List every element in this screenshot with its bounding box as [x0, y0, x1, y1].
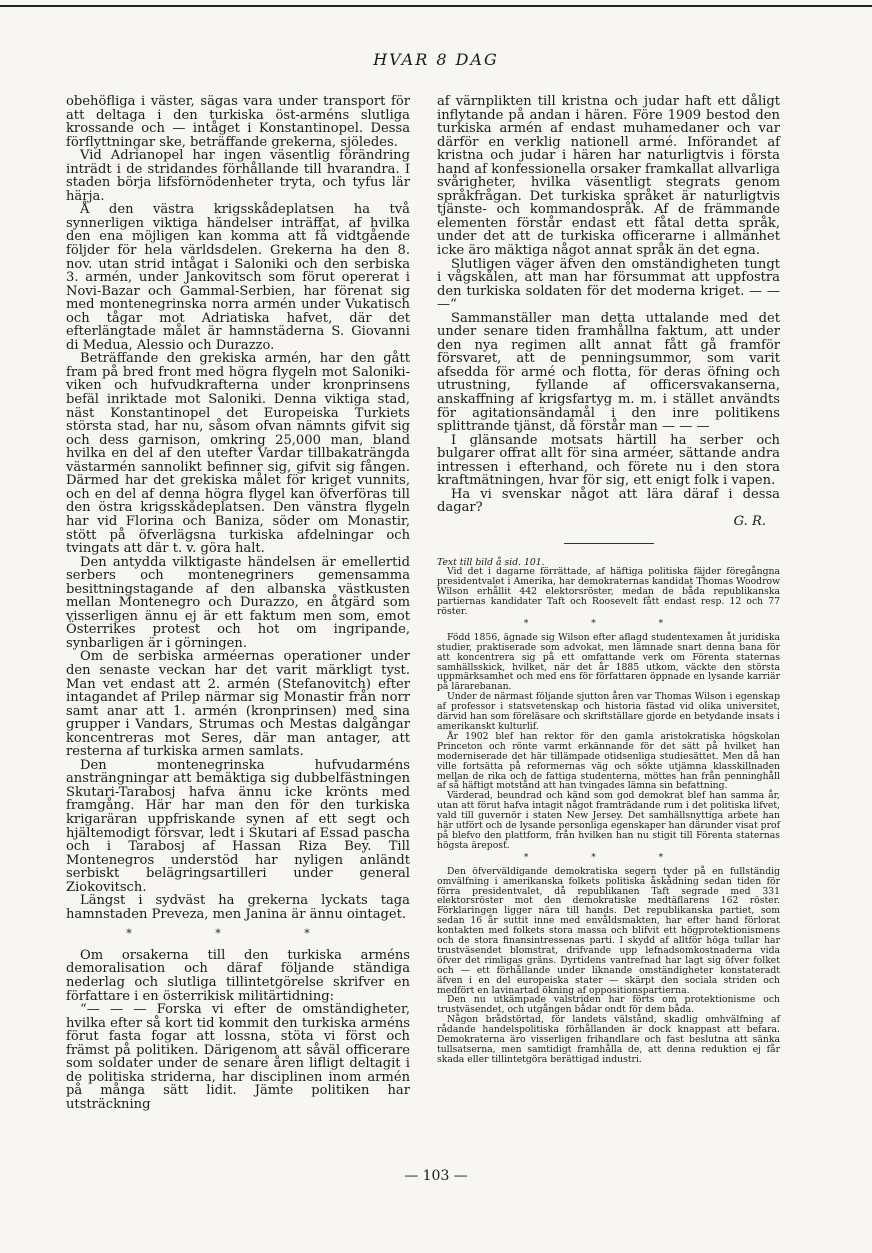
paragraph: Värderad, beundrad och känd som god demokrat blef han samma år, utan att förut hafva intagit något framträdande rum i det politiska lifvet, vald till guvernör i staten New Jersey. Det samhällsnyttiga arbete han här utfört och de lysande personliga egenskaper han därunder visat prof på blefvo den plattform, från hvilken han nu stigit till Förenta staternas högsta äreposť.	[437, 790, 780, 851]
caption-block	[437, 558, 780, 1065]
paragraph: I glänsande motsats härtill ha serber och bulgarer offrat allt för sina arméer, sättande andra intressen i efterhand, och förete nu i den stora kraftmätningen, hvar för sig, ett enigt folk i vapen.	[437, 432, 780, 489]
top-rule	[0, 5, 872, 7]
section-stars: * * *	[126, 927, 350, 941]
paragraph: Beträffande den grekiska armén, har den gått fram på bred front med högra flygeln mot Saloniki-viken och hufvudkrafterna under kronprinsens befäl inriktade mot Saloniki. Denna viktiga stad, näst Konstantinopel det Europeiska Turkiets största stad, har nu, såsom ofvan nämnts gifvit sig och dess garnison, omkring 25,000 man, bland hvilka en del af den utefter Vardar tillbakaträngda västarmén sannolikt befinner sig, gifvit sig fången. Därmed har det grekiska målet för kriget vunnits, och en del af denna högra flygel kan öfverföras till den östra krigsskådeplatsen. Den vänstra flygeln har vid Florina och Baniza, söder om Monastir, stött på öfverlägsna turkiska afdelningar och tvingats att där t. v. göra halt.	[66, 351, 410, 557]
paragraph: Den antydda vilktigaste händelsen är emellertid serbers och montenegriners gemensamma besittningstagande af den albanska västkusten mellan Montenegro och Durazzo, en åtgärd som visserligen ännu ej är ett faktum men som, emot Österrikes protest och hot om ingripande, synbarligen är i görningen.	[66, 554, 410, 651]
paragraph: Sammanställer man detta uttalande med det under senare tiden framhållna faktum, att under den nya regimen allt annat fått gå framför försvaret, att de penningsummor, som varit afsedda för armé och flotta, för deras öfning och utrustning, fyllande af officersvakanserna, anskaffning af krigsfartyg m. m. i stället användts för agitationsändamål i den inre politikens splittrande tjänst, då förstår man — — —	[437, 310, 780, 435]
paragraph: Vid Adrianopel har ingen väsentlig förändring inträdt i de stridandes förhållande till hvarandra. I staden börja lifsförnödenheter tryta, och tyfus lär härja.	[66, 148, 410, 204]
paragraph: Vid det i dagarne förrättade, af häftiga politiska fäjder föregångna presidentvalet i Amerika, har demokraternas kandidat Thomas Woodrow Wilson erhållit 442 elektorsröster, medan de båda republikanska partiernas kandidater Taft och Roosevelt fått endast resp. 12 och 77 röster.	[437, 566, 780, 618]
paragraph: Den öfverväldigande demokratiska segern tyder på en fullständig omvälfning i amerikanska folkets politiska åskådning sedan tiden för förra presidentvalet, då republikanen Taft segrade med 331 elektorsröster mot den demokratiske medtäflarens 162 röster. Förklaringen ligger nära till hands. Det republikanska partiet, som sedan 16 år suttit inne med envåldsmakten, har efter hand förlorat kontakten med folkets stora massa och blifvit ett högprotektionismens och de stora finansintressenas parti. I skydd af alltför höga tullar har trustväsendet blomstrat, drifvande upp lefnadsomkostnaderna vida öfver det rimligas gräns. Dyrtidens vantrefnad har lagt sig öfver folket och — ett förhållande under liknande omständigheter konstateradt äfven i en del europeiska stater — skärpt den sociala striden och medfört en lavinartad ökning af oppositionspartierna.	[437, 865, 780, 996]
paragraph: af värnplikten till kristna och judar haft ett dåligt inflytande på andan i hären. Före 1909 bestod den turkiska armén af endast muhamedaner och var därför en verklig nationell armé. Införandet af kristna och judar i hären har naturligtvis i första hand af konfessionella orsaker framkallat allvarliga svårigheter, hvilka väsentligt stegrats genom språkfrågan. Det turkiska språket är naturligtvis tjänste- och kommandospråk. Af de främmande elementen förstår endast ett fåtal detta språk, under det att de turkiska officerarne i allmänhet icke äro mäktiga något annat språk än det egna.	[437, 94, 780, 259]
section-stars: * * *	[523, 618, 694, 629]
paragraph: Ha vi svenskar något att lära däraf i dessa dagar?	[437, 486, 780, 516]
right-column	[437, 95, 780, 1065]
paragraph: År 1902 blef han rektor för den gamla aristokratiska högskolan Princeton och rönte varmt erkännande för det sätt på hvilket han moderniserade det här tillämpade otidsenliga studiesättet. Men då han ville fortsätta på reformernas väg och sökte utjämna klasskillnaden mellan de rika och de fattiga studenterna, möttes han från penninghåll af så häftigt motstånd att han tvingades lämna sin befattning.	[437, 730, 780, 792]
paragraph: Om de serbiska arméernas operationer under den senaste veckan har det varit märkligt tyst. Man vet endast att 2. armén (Stefanovitch) efter intagandet af Prilep närmar sig Monastir från norr samt anar att 1. armén (kronprinsen) med sina grupper i Vandars, Strumas och Mestas dalgångar koncentreras mot Seres, där man antager, att resterna af turkiska armen samlats.	[66, 649, 410, 760]
paragraph: Å den västra krigsskådeplatsen ha två synnerligen viktiga händelser inträffat, af hvilka den ena möjligen kan komma att få vidtgående följder för hela världsdelen. Grekerna ha den 8. nov. utan strid intågat i Saloniki och den serbiska 3. armén, under Jankovitsch som förut opererat i Novi-Bazar och Gammal-Serbien, har förenat sig med montenegrinska norra armén under Vukatisch och tågar mot Adriatiska hafvet, där det efterlängtade målet är hamnstäderna S. Giovanni di Medua, Alessio och Durazzo.	[66, 202, 410, 353]
paragraph: Den montenegrinska hufvudarméns ansträngningar att bemäktiga sig dubbelfästningen Skutari-Tarabosj hafva ännu icke krönts med framgång. Här har man den för den turkiska krigaräran uppfriskande synen af ett segt och hjältemodigt försvar, ledt i Skutari af Essad pascha och i Tarabosj af Hassan Riza Bey. Till Montenegros understöd har nyligen anländt serbiskt belägringsartilleri under general Ziokovitsch.	[66, 757, 410, 895]
paragraph: Slutligen väger äfven den omständigheten tungt i vågskålen, att man har försummat att uppfostra den turkiska soldaten för det moderna kriget. — — —“	[437, 256, 780, 313]
paragraph: Om orsakerna till den turkiska arméns demoralisation och däraf följande ständiga nederlag och slutliga tillintetgörelse skrifver en författare i en österrikisk militärtidning:	[66, 947, 410, 1004]
page-number: — 103 —	[404, 1168, 468, 1184]
paragraph: Född 1856, ägnade sig Wilson efter aflagd studentexamen åt juridiska studier, praktiserade som advokat, men lämnade snart denna bana för att koncentrera sig på ett omfattande verk om Förenta staternas samhällsskick, hvilket, när det år 1885 utkom, väckte den största uppmärksamhet och med ens för författaren öppnade en lysande karriär på lärarebanan.	[437, 631, 780, 693]
paragraph: Den nu utkämpade valstriden har förts om protektionisme och trustväsendet, och utgången bådar ondt för dem båda.	[437, 994, 780, 1016]
paragraph: obehöfliga i väster, sägas vara under transport för att deltaga i den turkiska öst-arméns slutliga krossande och — intåget i Konstantinopel. Dessa förflyttningar ske, beträffande grekerna, sjöledes.	[66, 94, 410, 150]
section-stars: * * *	[523, 852, 694, 863]
paragraph: “— — — Forska vi efter de omständigheter, hvilka efter så kort tid kommit den turkiska arméns förut fasta fogar att lossna, stöta vi först och främst på politiken. Därigenom att såväl officerare som soldater under de senare åren lifligt deltagit i de politiska striderna, har disciplinen inom armén på många sätt lidit. Jämte politiken har utsträckning	[66, 1002, 410, 1112]
page-header: HVAR 8 DAG	[373, 50, 499, 69]
signature: G. R.	[733, 513, 766, 529]
left-column	[66, 95, 410, 1111]
paragraph: Längst i sydväst ha grekerna lyckats taga hamnstaden Preveza, men Janina är ännu ointaget.	[66, 893, 410, 922]
paragraph: Någon brådstörtad, för landets välstånd, skadlig omhvälfning af rådande handelspolitiska förhållanden är dock knappast att befara. Demokraterna äro visserligen frihandlare och fast beslutna att sänka tullsatserna, men samtidigt framhålla de, att denna reduktion ej får skada eller tillintetgöra berättigad industri.	[437, 1014, 780, 1065]
paragraph: Under de närmast följande sjutton åren var Thomas Wilson i egenskap af professor i statsvetenskap och historia fästad vid olika universitet, därvid han som föreläsare och skriftställare gjorde en betydande insats i amerikanskt kulturlif.	[437, 691, 780, 732]
caption-title: Text till bild å sid. 101.	[437, 556, 545, 568]
divider	[564, 543, 654, 544]
